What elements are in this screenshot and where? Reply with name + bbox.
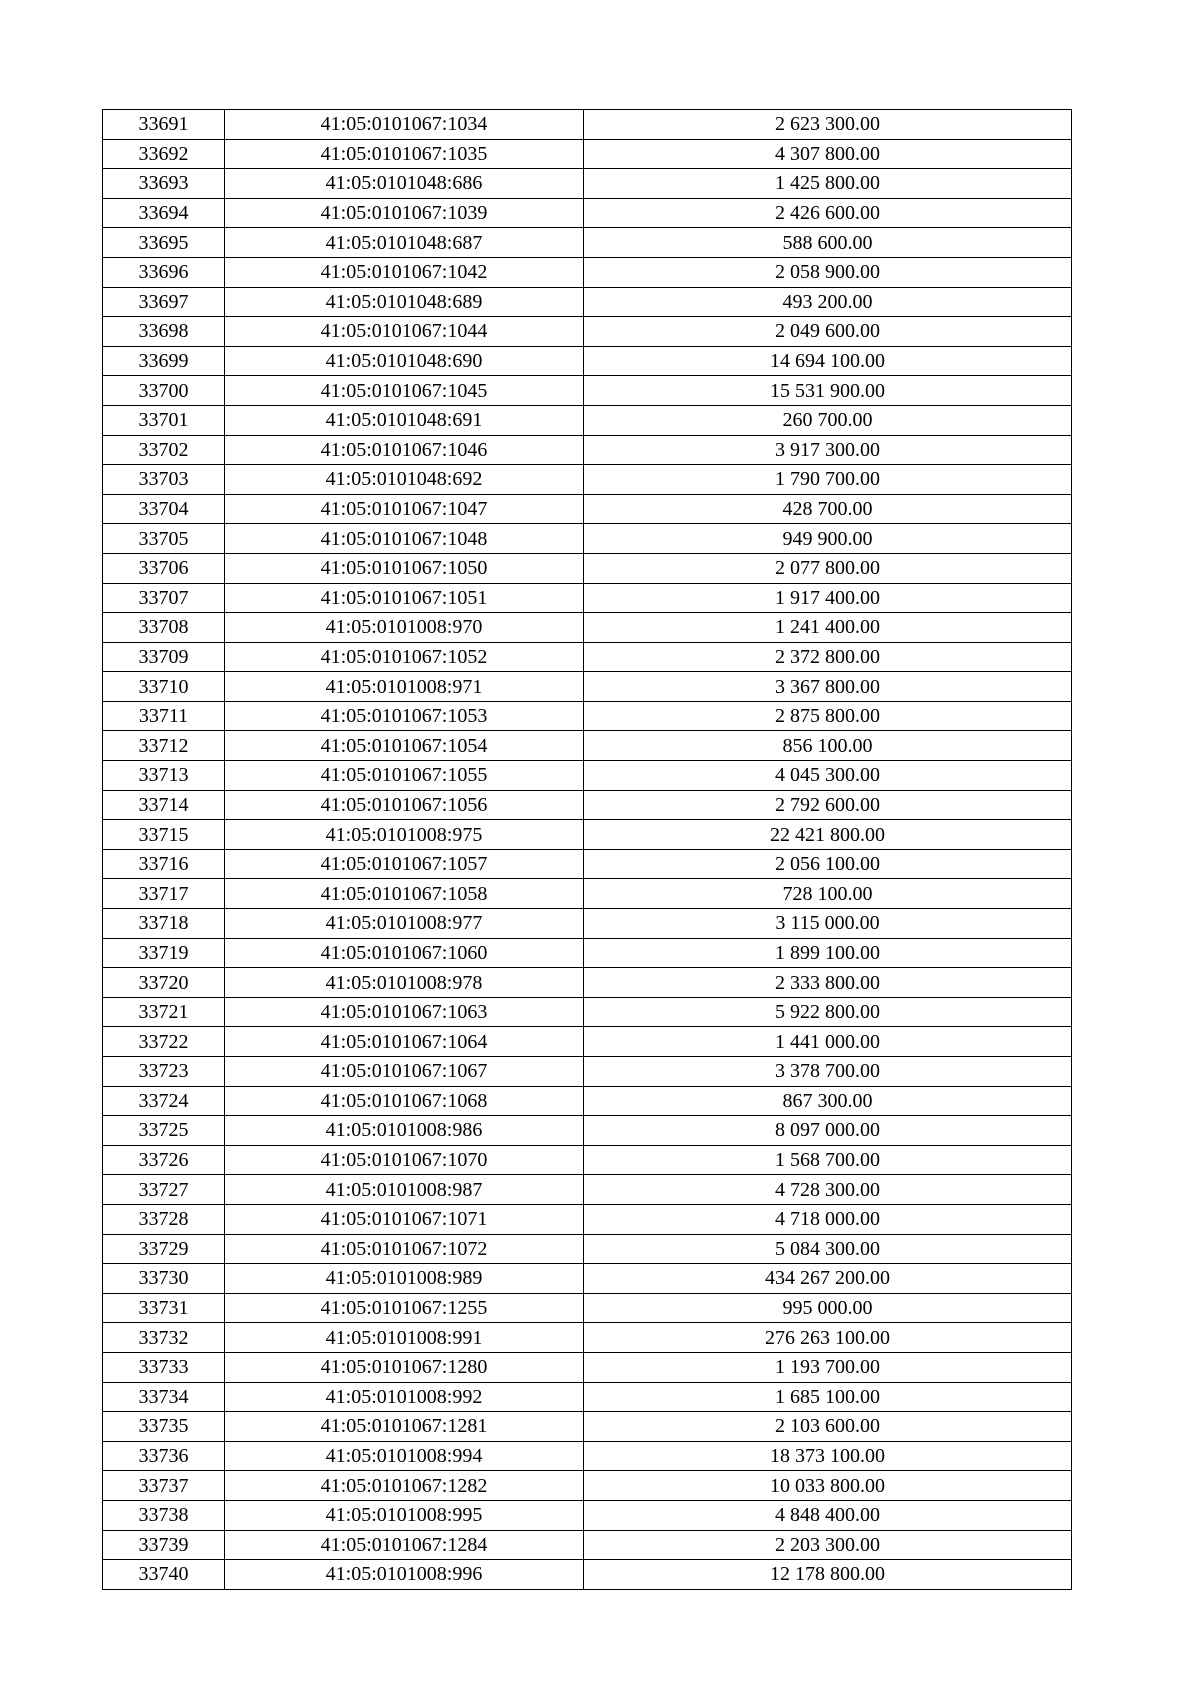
value-cell: 8 097 000.00 xyxy=(584,1116,1072,1146)
row-number-cell: 33693 xyxy=(103,169,225,199)
row-number-cell: 33729 xyxy=(103,1234,225,1264)
value-cell: 2 333 800.00 xyxy=(584,968,1072,998)
value-cell: 3 367 800.00 xyxy=(584,672,1072,702)
row-number-cell: 33722 xyxy=(103,1027,225,1057)
value-cell: 2 792 600.00 xyxy=(584,790,1072,820)
value-cell: 3 378 700.00 xyxy=(584,1057,1072,1087)
value-cell: 1 899 100.00 xyxy=(584,938,1072,968)
cadastral-number-cell: 41:05:0101008:989 xyxy=(225,1264,584,1294)
row-number-cell: 33732 xyxy=(103,1323,225,1353)
cadastral-number-cell: 41:05:0101048:687 xyxy=(225,228,584,258)
row-number-cell: 33739 xyxy=(103,1530,225,1560)
table-row xyxy=(103,553,1072,583)
table-row xyxy=(103,849,1072,879)
cadastral-number-cell: 41:05:0101067:1280 xyxy=(225,1352,584,1382)
row-number-cell: 33694 xyxy=(103,198,225,228)
value-cell: 14 694 100.00 xyxy=(584,346,1072,376)
value-cell: 276 263 100.00 xyxy=(584,1323,1072,1353)
row-number-cell: 33738 xyxy=(103,1500,225,1530)
value-cell: 2 623 300.00 xyxy=(584,110,1072,140)
table-row xyxy=(103,405,1072,435)
cadastral-number-cell: 41:05:0101067:1071 xyxy=(225,1204,584,1234)
table-row xyxy=(103,257,1072,287)
table-row xyxy=(103,1441,1072,1471)
cadastral-number-cell: 41:05:0101067:1284 xyxy=(225,1530,584,1560)
row-number-cell: 33709 xyxy=(103,642,225,672)
table-row xyxy=(103,761,1072,791)
value-cell: 5 084 300.00 xyxy=(584,1234,1072,1264)
row-number-cell: 33711 xyxy=(103,701,225,731)
cadastral-number-cell: 41:05:0101067:1055 xyxy=(225,761,584,791)
table-row xyxy=(103,1382,1072,1412)
row-number-cell: 33700 xyxy=(103,376,225,406)
cadastral-number-cell: 41:05:0101067:1042 xyxy=(225,257,584,287)
cadastral-number-cell: 41:05:0101067:1063 xyxy=(225,997,584,1027)
table-row xyxy=(103,790,1072,820)
value-cell: 428 700.00 xyxy=(584,494,1072,524)
value-cell: 3 917 300.00 xyxy=(584,435,1072,465)
cadastral-number-cell: 41:05:0101048:686 xyxy=(225,169,584,199)
table-row xyxy=(103,435,1072,465)
cadastral-number-cell: 41:05:0101048:690 xyxy=(225,346,584,376)
row-number-cell: 33704 xyxy=(103,494,225,524)
row-number-cell: 33724 xyxy=(103,1086,225,1116)
value-cell: 949 900.00 xyxy=(584,524,1072,554)
value-cell: 1 425 800.00 xyxy=(584,169,1072,199)
row-number-cell: 33726 xyxy=(103,1145,225,1175)
value-cell: 434 267 200.00 xyxy=(584,1264,1072,1294)
value-cell: 15 531 900.00 xyxy=(584,376,1072,406)
value-cell: 22 421 800.00 xyxy=(584,820,1072,850)
table-row xyxy=(103,642,1072,672)
table-row xyxy=(103,672,1072,702)
table-row xyxy=(103,1234,1072,1264)
cadastral-value-table xyxy=(102,109,1072,1590)
value-cell: 2 875 800.00 xyxy=(584,701,1072,731)
value-cell: 5 922 800.00 xyxy=(584,997,1072,1027)
row-number-cell: 33715 xyxy=(103,820,225,850)
row-number-cell: 33692 xyxy=(103,139,225,169)
table-row xyxy=(103,346,1072,376)
row-number-cell: 33710 xyxy=(103,672,225,702)
value-cell: 2 426 600.00 xyxy=(584,198,1072,228)
row-number-cell: 33716 xyxy=(103,849,225,879)
cadastral-number-cell: 41:05:0101008:987 xyxy=(225,1175,584,1205)
table-row xyxy=(103,1293,1072,1323)
row-number-cell: 33698 xyxy=(103,317,225,347)
table-row xyxy=(103,494,1072,524)
row-number-cell: 33734 xyxy=(103,1382,225,1412)
row-number-cell: 33731 xyxy=(103,1293,225,1323)
row-number-cell: 33730 xyxy=(103,1264,225,1294)
table-row xyxy=(103,1204,1072,1234)
table-row xyxy=(103,317,1072,347)
value-cell: 588 600.00 xyxy=(584,228,1072,258)
cadastral-number-cell: 41:05:0101067:1060 xyxy=(225,938,584,968)
row-number-cell: 33717 xyxy=(103,879,225,909)
value-cell: 995 000.00 xyxy=(584,1293,1072,1323)
cadastral-number-cell: 41:05:0101067:1047 xyxy=(225,494,584,524)
row-number-cell: 33727 xyxy=(103,1175,225,1205)
value-cell: 1 917 400.00 xyxy=(584,583,1072,613)
table-row xyxy=(103,287,1072,317)
value-cell: 867 300.00 xyxy=(584,1086,1072,1116)
cadastral-number-cell: 41:05:0101067:1034 xyxy=(225,110,584,140)
table-row xyxy=(103,1264,1072,1294)
value-cell: 1 441 000.00 xyxy=(584,1027,1072,1057)
value-cell: 4 728 300.00 xyxy=(584,1175,1072,1205)
cadastral-number-cell: 41:05:0101067:1050 xyxy=(225,553,584,583)
row-number-cell: 33719 xyxy=(103,938,225,968)
table-row xyxy=(103,198,1072,228)
cadastral-number-cell: 41:05:0101067:1072 xyxy=(225,1234,584,1264)
cadastral-number-cell: 41:05:0101008:996 xyxy=(225,1560,584,1590)
cadastral-number-cell: 41:05:0101067:1044 xyxy=(225,317,584,347)
table-row xyxy=(103,820,1072,850)
cadastral-number-cell: 41:05:0101048:692 xyxy=(225,465,584,495)
table-row xyxy=(103,997,1072,1027)
row-number-cell: 33740 xyxy=(103,1560,225,1590)
table-row xyxy=(103,1057,1072,1087)
value-cell: 2 058 900.00 xyxy=(584,257,1072,287)
table-row xyxy=(103,139,1072,169)
row-number-cell: 33728 xyxy=(103,1204,225,1234)
cadastral-number-cell: 41:05:0101067:1282 xyxy=(225,1471,584,1501)
table-row xyxy=(103,1352,1072,1382)
cadastral-number-cell: 41:05:0101067:1045 xyxy=(225,376,584,406)
table-row xyxy=(103,169,1072,199)
table-row xyxy=(103,731,1072,761)
cadastral-number-cell: 41:05:0101067:1051 xyxy=(225,583,584,613)
table-row xyxy=(103,1116,1072,1146)
cadastral-number-cell: 41:05:0101067:1058 xyxy=(225,879,584,909)
row-number-cell: 33699 xyxy=(103,346,225,376)
row-number-cell: 33736 xyxy=(103,1441,225,1471)
row-number-cell: 33695 xyxy=(103,228,225,258)
row-number-cell: 33737 xyxy=(103,1471,225,1501)
cadastral-number-cell: 41:05:0101067:1039 xyxy=(225,198,584,228)
row-number-cell: 33725 xyxy=(103,1116,225,1146)
table-row xyxy=(103,583,1072,613)
value-cell: 2 056 100.00 xyxy=(584,849,1072,879)
value-cell: 2 103 600.00 xyxy=(584,1412,1072,1442)
value-cell: 12 178 800.00 xyxy=(584,1560,1072,1590)
value-cell: 2 372 800.00 xyxy=(584,642,1072,672)
table-row xyxy=(103,968,1072,998)
table-row xyxy=(103,110,1072,140)
cadastral-number-cell: 41:05:0101067:1070 xyxy=(225,1145,584,1175)
cadastral-number-cell: 41:05:0101008:977 xyxy=(225,909,584,939)
row-number-cell: 33714 xyxy=(103,790,225,820)
cadastral-number-cell: 41:05:0101067:1035 xyxy=(225,139,584,169)
row-number-cell: 33712 xyxy=(103,731,225,761)
table-row xyxy=(103,701,1072,731)
cadastral-number-cell: 41:05:0101067:1057 xyxy=(225,849,584,879)
cadastral-number-cell: 41:05:0101067:1056 xyxy=(225,790,584,820)
table-row xyxy=(103,1145,1072,1175)
value-cell: 493 200.00 xyxy=(584,287,1072,317)
row-number-cell: 33702 xyxy=(103,435,225,465)
cadastral-number-cell: 41:05:0101067:1068 xyxy=(225,1086,584,1116)
value-cell: 2 049 600.00 xyxy=(584,317,1072,347)
value-cell: 260 700.00 xyxy=(584,405,1072,435)
row-number-cell: 33708 xyxy=(103,613,225,643)
table-row xyxy=(103,1560,1072,1590)
cadastral-number-cell: 41:05:0101067:1052 xyxy=(225,642,584,672)
cadastral-number-cell: 41:05:0101067:1281 xyxy=(225,1412,584,1442)
cadastral-number-cell: 41:05:0101067:1053 xyxy=(225,701,584,731)
value-cell: 1 685 100.00 xyxy=(584,1382,1072,1412)
table-row xyxy=(103,879,1072,909)
cadastral-number-cell: 41:05:0101008:995 xyxy=(225,1500,584,1530)
cadastral-number-cell: 41:05:0101067:1048 xyxy=(225,524,584,554)
value-cell: 2 077 800.00 xyxy=(584,553,1072,583)
row-number-cell: 33701 xyxy=(103,405,225,435)
table-row xyxy=(103,938,1072,968)
row-number-cell: 33733 xyxy=(103,1352,225,1382)
table-row xyxy=(103,524,1072,554)
row-number-cell: 33697 xyxy=(103,287,225,317)
value-cell: 1 241 400.00 xyxy=(584,613,1072,643)
row-number-cell: 33691 xyxy=(103,110,225,140)
cadastral-number-cell: 41:05:0101008:970 xyxy=(225,613,584,643)
row-number-cell: 33735 xyxy=(103,1412,225,1442)
cadastral-number-cell: 41:05:0101048:689 xyxy=(225,287,584,317)
value-cell: 2 203 300.00 xyxy=(584,1530,1072,1560)
value-cell: 1 790 700.00 xyxy=(584,465,1072,495)
table-row xyxy=(103,1530,1072,1560)
cadastral-number-cell: 41:05:0101067:1064 xyxy=(225,1027,584,1057)
row-number-cell: 33723 xyxy=(103,1057,225,1087)
table-row xyxy=(103,1412,1072,1442)
cadastral-number-cell: 41:05:0101067:1255 xyxy=(225,1293,584,1323)
value-cell: 4 307 800.00 xyxy=(584,139,1072,169)
value-cell: 10 033 800.00 xyxy=(584,1471,1072,1501)
cadastral-number-cell: 41:05:0101008:975 xyxy=(225,820,584,850)
table-row xyxy=(103,1175,1072,1205)
cadastral-number-cell: 41:05:0101008:994 xyxy=(225,1441,584,1471)
cadastral-number-cell: 41:05:0101008:986 xyxy=(225,1116,584,1146)
table-row xyxy=(103,1471,1072,1501)
cadastral-number-cell: 41:05:0101067:1054 xyxy=(225,731,584,761)
value-cell: 4 045 300.00 xyxy=(584,761,1072,791)
value-cell: 728 100.00 xyxy=(584,879,1072,909)
row-number-cell: 33705 xyxy=(103,524,225,554)
table-row xyxy=(103,1323,1072,1353)
table-row xyxy=(103,1086,1072,1116)
row-number-cell: 33696 xyxy=(103,257,225,287)
table-row xyxy=(103,228,1072,258)
value-cell: 1 193 700.00 xyxy=(584,1352,1072,1382)
row-number-cell: 33706 xyxy=(103,553,225,583)
table-row xyxy=(103,465,1072,495)
value-cell: 4 718 000.00 xyxy=(584,1204,1072,1234)
value-cell: 3 115 000.00 xyxy=(584,909,1072,939)
table-body xyxy=(103,110,1072,1590)
cadastral-number-cell: 41:05:0101048:691 xyxy=(225,405,584,435)
row-number-cell: 33713 xyxy=(103,761,225,791)
row-number-cell: 33703 xyxy=(103,465,225,495)
table-row xyxy=(103,376,1072,406)
value-cell: 1 568 700.00 xyxy=(584,1145,1072,1175)
cadastral-number-cell: 41:05:0101067:1067 xyxy=(225,1057,584,1087)
row-number-cell: 33718 xyxy=(103,909,225,939)
table-row xyxy=(103,1500,1072,1530)
cadastral-number-cell: 41:05:0101008:992 xyxy=(225,1382,584,1412)
row-number-cell: 33720 xyxy=(103,968,225,998)
table-row xyxy=(103,613,1072,643)
value-cell: 4 848 400.00 xyxy=(584,1500,1072,1530)
table-row xyxy=(103,1027,1072,1057)
row-number-cell: 33721 xyxy=(103,997,225,1027)
cadastral-number-cell: 41:05:0101067:1046 xyxy=(225,435,584,465)
row-number-cell: 33707 xyxy=(103,583,225,613)
value-cell: 856 100.00 xyxy=(584,731,1072,761)
cadastral-number-cell: 41:05:0101008:978 xyxy=(225,968,584,998)
value-cell: 18 373 100.00 xyxy=(584,1441,1072,1471)
cadastral-number-cell: 41:05:0101008:991 xyxy=(225,1323,584,1353)
table-row xyxy=(103,909,1072,939)
cadastral-number-cell: 41:05:0101008:971 xyxy=(225,672,584,702)
